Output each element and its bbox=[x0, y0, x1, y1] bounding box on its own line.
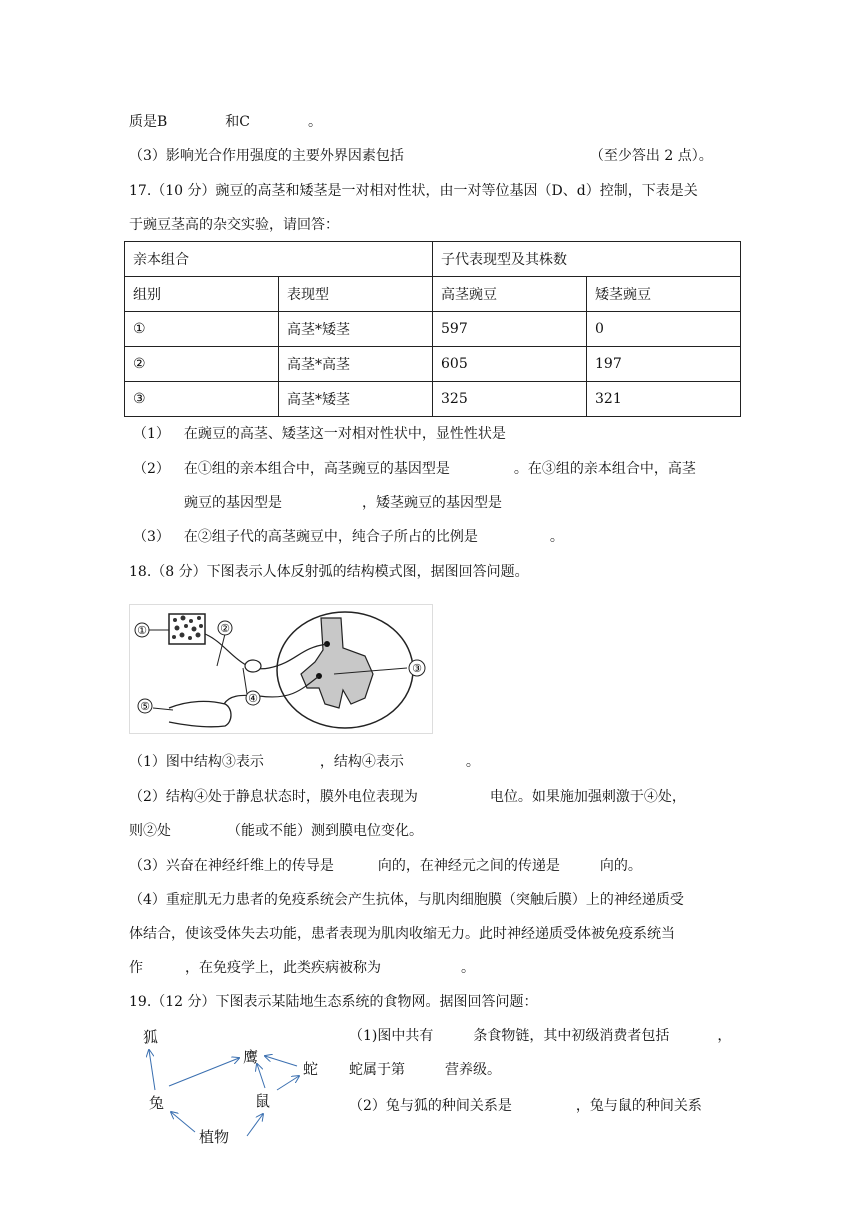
q18-2 bbox=[129, 787, 686, 807]
text: （2）兔与狐的种间关系是 bbox=[349, 1098, 512, 1114]
table-row bbox=[125, 312, 741, 347]
arrow-plant-rabbit bbox=[171, 1112, 195, 1132]
cell: ① bbox=[125, 312, 279, 347]
node-snake: 蛇 bbox=[303, 1060, 319, 1078]
label-4: ④ bbox=[248, 692, 258, 705]
text: 电位。如果施加强刺激于④处， bbox=[489, 789, 686, 805]
label-2: ② bbox=[220, 622, 230, 635]
text: （1)图中共有 bbox=[349, 1028, 434, 1044]
node-fox: 狐 bbox=[143, 1028, 159, 1046]
cell: 325 bbox=[433, 382, 587, 417]
table-row bbox=[125, 382, 741, 417]
text: 营养级。 bbox=[445, 1062, 501, 1078]
node-plant: 植物 bbox=[199, 1128, 230, 1146]
text: ，结构④表示 bbox=[319, 754, 404, 770]
gray-matter bbox=[301, 618, 373, 708]
text: 和C bbox=[225, 114, 251, 130]
text: （能或不能）测到膜电位变化。 bbox=[227, 823, 423, 839]
q19-1 bbox=[349, 1026, 731, 1046]
q18-head: 18.（8 分）下图表示人体反射弧的结构模式图，据图回答问题。 bbox=[129, 564, 529, 580]
arrow-rabbit-fox bbox=[149, 1050, 155, 1090]
col-phenotype: 表现型 bbox=[279, 277, 433, 312]
arrow-snake-eagle bbox=[265, 1056, 297, 1066]
arrow-mouse-snake bbox=[277, 1076, 299, 1090]
text: （2）结构④处于静息状态时，膜外电位表现为 bbox=[129, 789, 418, 805]
header-parent: 亲本组合 bbox=[125, 242, 433, 277]
cell: 321 bbox=[587, 382, 741, 417]
q19-2 bbox=[349, 1096, 702, 1116]
text: （至少答出 2 点）。 bbox=[589, 148, 713, 164]
q17-1 bbox=[133, 424, 506, 444]
q19-1-cont bbox=[349, 1060, 501, 1080]
cell: ② bbox=[125, 347, 279, 382]
arrow-rabbit-eagle bbox=[169, 1058, 239, 1086]
text: （1）图中结构③表示 bbox=[129, 754, 264, 770]
text: 。 bbox=[465, 754, 480, 770]
label-3: ③ bbox=[412, 662, 422, 675]
q19-head: 19.（12 分）下图表示某陆地生态系统的食物网。据图回答问题： bbox=[129, 994, 538, 1010]
text: 在①组的亲本组合中，高茎豌豆的基因型是 bbox=[183, 461, 450, 477]
text: （3）影响光合作用强度的主要外界因素包括 bbox=[129, 148, 404, 164]
text: 豌豆的基因型是 bbox=[184, 495, 282, 511]
text: 。 bbox=[308, 114, 323, 130]
text: （3）兴奋在神经纤维上的传导是 bbox=[129, 858, 334, 874]
text: ，在免疫学上，此类疾病被称为 bbox=[185, 960, 381, 976]
text: （2） bbox=[133, 461, 170, 477]
text: 作 bbox=[129, 960, 143, 976]
cell: 0 bbox=[587, 312, 741, 347]
cross-table bbox=[124, 241, 741, 417]
q18-4: （4）重症肌无力患者的免疫系统会产生抗体，与肌肉细胞膜（突触后膜）上的神经递质受 bbox=[129, 892, 684, 908]
text: 蛇属于第 bbox=[349, 1062, 405, 1078]
col-group: 组别 bbox=[125, 277, 279, 312]
text: ，兔与鼠的种间关系 bbox=[575, 1098, 702, 1114]
node-rabbit: 兔 bbox=[149, 1094, 165, 1112]
cell: 605 bbox=[433, 347, 587, 382]
q18-4-cont: 体结合，使该受体失去功能，患者表现为肌肉收缩无力。此时神经递质受体被免疫系统当 bbox=[129, 926, 675, 942]
effector bbox=[169, 701, 231, 726]
q17-3 bbox=[133, 527, 564, 547]
text: （1） bbox=[133, 426, 170, 442]
node-eagle: 鹰 bbox=[243, 1048, 259, 1066]
reflex-arc-figure bbox=[129, 604, 433, 734]
q17-line2: 于豌豆茎高的杂交实验，请回答： bbox=[129, 217, 339, 233]
text: 质是B bbox=[129, 114, 168, 130]
line-1 bbox=[129, 112, 322, 132]
col-tall: 高茎豌豆 bbox=[433, 277, 587, 312]
arrow-plant-mouse bbox=[247, 1114, 263, 1136]
table-subheader-row bbox=[125, 277, 741, 312]
cell: 高茎*矮茎 bbox=[279, 382, 433, 417]
cell: 高茎*高茎 bbox=[279, 347, 433, 382]
table-row bbox=[125, 347, 741, 382]
header-offspring: 子代表现型及其株数 bbox=[433, 242, 741, 277]
text: 。在③组的亲本组合中，高茎 bbox=[513, 461, 696, 477]
q18-1 bbox=[129, 752, 480, 772]
node-mouse: 鼠 bbox=[255, 1092, 271, 1110]
text: 在②组子代的高茎豌豆中，纯合子所占的比例是 bbox=[183, 529, 478, 545]
text: 。 bbox=[549, 529, 564, 545]
text: ，矮茎豌豆的基因型是 bbox=[362, 495, 502, 511]
text: 向的。 bbox=[599, 858, 642, 874]
line-2 bbox=[129, 146, 713, 166]
text: 。 bbox=[461, 960, 475, 976]
cell: 197 bbox=[587, 347, 741, 382]
col-short: 矮茎豌豆 bbox=[587, 277, 741, 312]
q17-line1: 17.（10 分）豌豆的高茎和矮茎是一对相对性状，由一对等位基因（D、d）控制，下表是关 bbox=[129, 183, 698, 199]
label-5: ⑤ bbox=[140, 700, 150, 713]
q17-2 bbox=[133, 459, 696, 479]
text: 条食物链，其中初级消费者包括 bbox=[473, 1028, 670, 1044]
q18-4-cont2 bbox=[129, 958, 475, 978]
text: 向的，在神经元之间的传递是 bbox=[377, 858, 560, 874]
food-web-figure bbox=[135, 1020, 335, 1150]
cell: 597 bbox=[433, 312, 587, 347]
label-1: ① bbox=[137, 624, 147, 637]
table-header-row bbox=[125, 242, 741, 277]
cell: 高茎*矮茎 bbox=[279, 312, 433, 347]
ganglion bbox=[245, 660, 261, 672]
arrow-mouse-eagle bbox=[257, 1064, 265, 1088]
cell: ③ bbox=[125, 382, 279, 417]
text: ， bbox=[717, 1028, 732, 1044]
text: 在豌豆的高茎、矮茎这一对相对性状中，显性性状是 bbox=[183, 426, 506, 442]
q17-2-cont bbox=[184, 493, 502, 513]
text: （3） bbox=[133, 529, 170, 545]
q18-3 bbox=[129, 856, 642, 876]
q18-2-cont bbox=[129, 821, 423, 841]
text: 则②处 bbox=[129, 823, 171, 839]
